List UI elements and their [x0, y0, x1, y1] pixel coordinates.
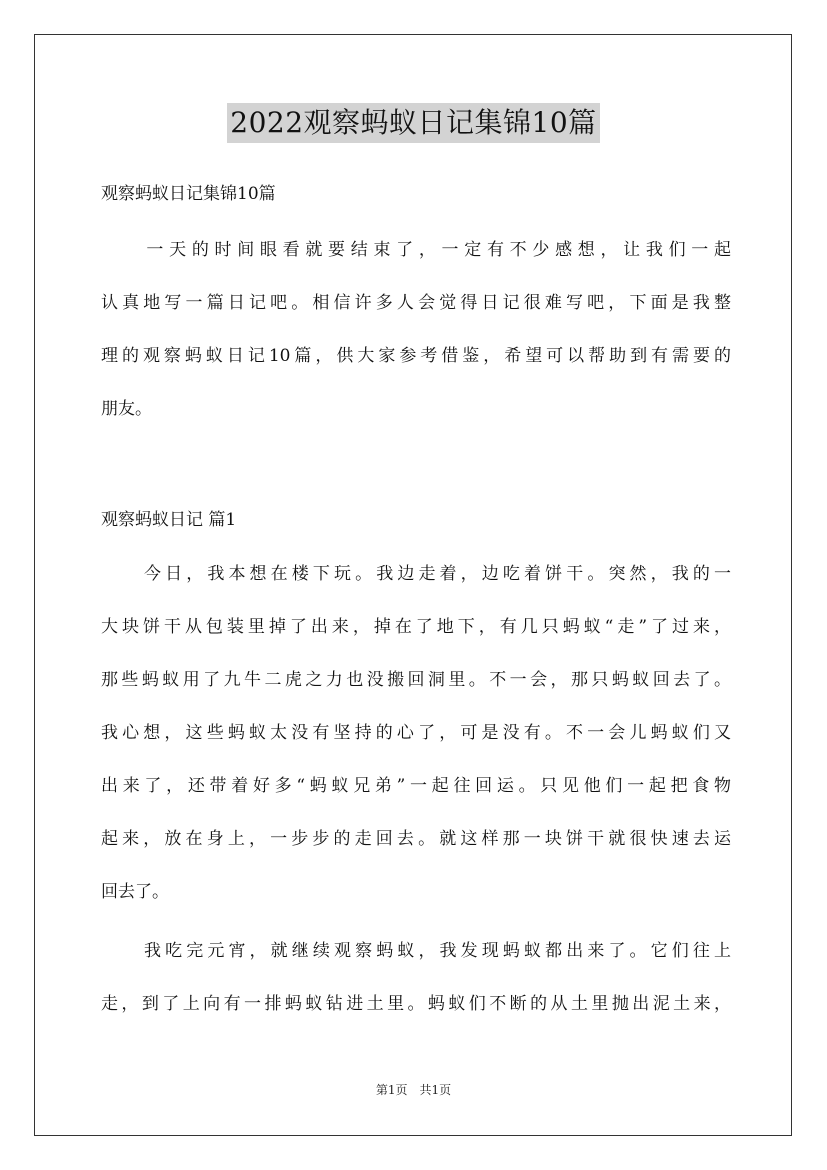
page-footer: 第1页 共1页 — [375, 1083, 452, 1097]
paragraph-line: 起来，放在身上，一步步的走回去。就这样那一块饼干就很快速去运 — [101, 829, 731, 849]
document-title: 2022观察蚂蚁日记集锦10篇 — [227, 103, 599, 143]
document-subtitle: 观察蚂蚁日记集锦10篇 — [101, 184, 276, 204]
paragraph-line: 我吃完元宵，就继续观察蚂蚁，我发现蚂蚁都出来了。它们往上 — [144, 941, 731, 961]
intro-line: 认真地写一篇日记吧。相信许多人会觉得日记很难写吧，下面是我整 — [101, 293, 731, 313]
intro-line: 一天的时间眼看就要结束了，一定有不少感想，让我们一起 — [101, 240, 731, 260]
intro-paragraph — [101, 238, 731, 450]
paragraph-line: 大块饼干从包装里掉了出来，掉在了地下，有几只蚂蚁“走”了过来， — [101, 617, 731, 637]
paragraph-line: 那些蚂蚁用了九牛二虎之力也没搬回洞里。不一会，那只蚂蚁回去了。 — [101, 670, 731, 690]
section-paragraph-first-line — [144, 939, 731, 992]
paragraph-line: 走，到了上向有一排蚂蚁钻进土里。蚂蚁们不断的从土里抛出泥土来， — [101, 994, 731, 1014]
paragraph-line: 今日，我本想在楼下玩。我边走着，边吃着饼干。突然，我的一 — [144, 564, 731, 584]
section-paragraph-first-line — [144, 562, 731, 615]
section-paragraph — [101, 615, 731, 933]
title-area — [0, 103, 827, 143]
intro-line: 朋友。 — [101, 399, 152, 419]
paragraph-line: 出来了，还带着好多“蚂蚁兄弟”一起往回运。只见他们一起把食物 — [101, 776, 731, 796]
paragraph-line: 我心想，这些蚂蚁太没有坚持的心了，可是没有。不一会儿蚂蚁们又 — [101, 723, 731, 743]
paragraph-line: 回去了。 — [101, 882, 169, 902]
section-paragraph — [101, 992, 731, 1045]
intro-line: 理的观察蚂蚁日记10篇，供大家参考借鉴，希望可以帮助到有需要的 — [101, 346, 731, 366]
section-heading: 观察蚂蚁日记 篇1 — [101, 510, 237, 530]
